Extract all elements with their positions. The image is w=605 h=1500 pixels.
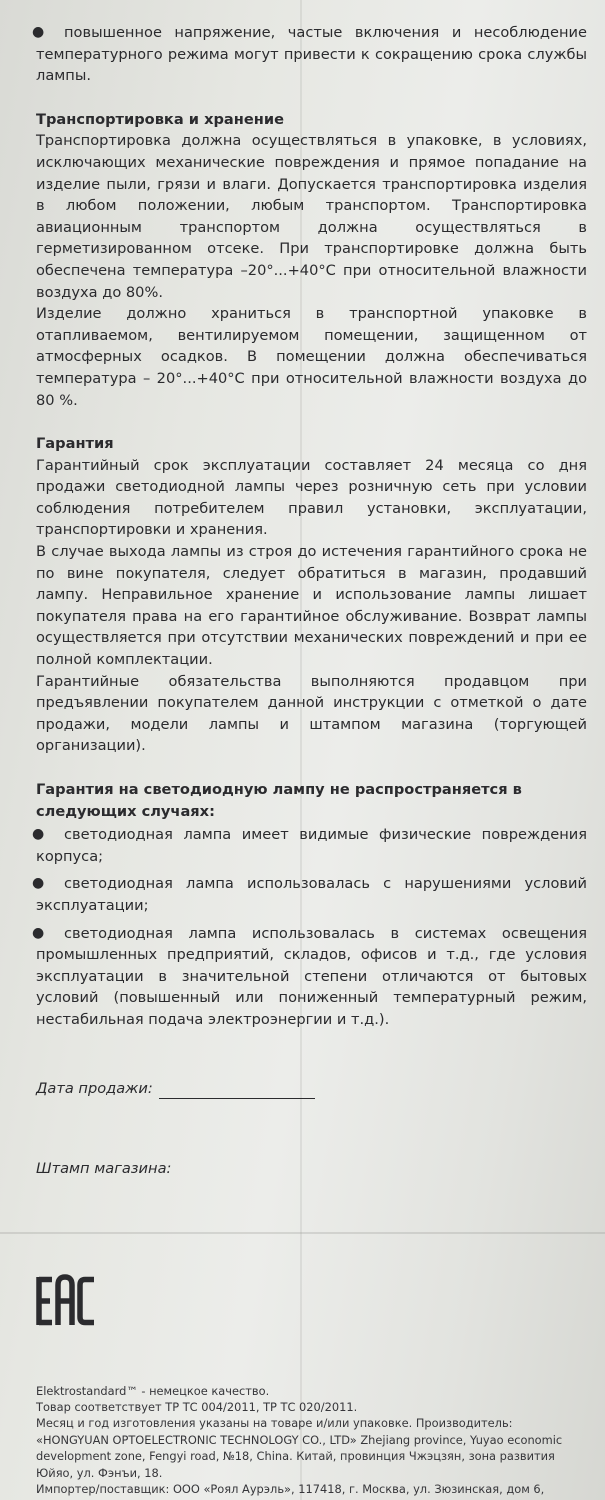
bullet-icon: ● [32, 24, 45, 40]
transport-section [36, 109, 587, 411]
warranty-paragraph-2: В случае выхода лампы из строя до истечения гарантийного срока не по вине покупателя, следует обратиться в магазин, продавший лампу. Неправильное хранение и использование лампы лишает покупателя права на его гарантийное обслуживание. Возврат лампы осуществляется при отсутствии механических повреждений и при ее полной комплектации. [36, 543, 587, 669]
manufacturer-line: Месяц и год изготовления указаны на товаре и/или упаковке. Производитель: «HONGYUAN OPTOELECTRONIC TECHNOLOGY CO., LTD» Zhejiang province, Yuyao economic development zone, Fengyi road, №18, China. Китай, провинция Чжэцзян, зона развития Юйяо, ул. Фэнъи, 18. [36, 1416, 563, 1480]
exclusions-heading: Гарантия на светодиодную лампу не распространяется в следующих случаях: [36, 781, 522, 820]
transport-paragraph-2: Изделие должно храниться в транспортной упаковке в отапливаемом, вентилируемом помещении, защищенном от атмосферных осадков. В помещении должна обеспечиваться температура – 20°...+40°C при относительной влажности воздуха до 80 %. [36, 305, 587, 409]
bullet-icon: ● [32, 924, 45, 941]
intro-bullet-text: повышенное напряжение, частые включения и несоблюдение температурного режима могут привести к сокращению срока службы лампы. [36, 24, 587, 85]
sale-date-label: Дата продажи: [36, 1079, 153, 1097]
stamp-field [36, 1159, 587, 1179]
exclusions-section [32, 779, 587, 1031]
brand-line: Elektrostandard™ - немецкое качество. [36, 1383, 270, 1398]
bullet-icon: ● [32, 826, 45, 843]
warranty-paragraph-3: Гарантийные обязательства выполняются продавцом при предъявлении покупателем данной инструкции с отметкой о дате продажи, модели лампы и штампом магазина (торгующей организации). [36, 672, 587, 755]
importer-line: Импортер/поставщик: ООО «Роял Аурэль», 117418, г. Москва, ул. Зюзинская, дом 6, [36, 1481, 545, 1496]
stamp-label: Штамп магазина: [36, 1159, 172, 1177]
certification-line: Товар соответствует ТР ТС 004/2011, ТР ТС 020/2011. [36, 1399, 358, 1414]
exclusion-item [32, 873, 587, 916]
transport-heading: Транспортировка и хранение [36, 110, 284, 128]
sale-date-line[interactable] [159, 1084, 315, 1099]
sale-date-field [36, 1079, 587, 1099]
warranty-paragraph-1: Гарантийный срок эксплуатации составляет 24 месяца со дня продажи светодиодной лампы через розничную сеть при условии соблюдения потребителем правил установки, эксплуатации, транспортировки и хранения. [36, 456, 587, 539]
warranty-section [36, 433, 587, 757]
transport-paragraph-1: Транспортировка должна осуществляться в упаковке, в условиях, исключающих механические повреждения и прямое попадание на изделие пыли, грязи и влаги. Допускается транспортировка изделия в любом положении, любым транспортом. Транспортировка авиационным транспортом должна осуществляться в герметизированном отсеке. При транспортировке должна быть обеспечена температура –20°...+40°C при относительной влажности воздуха до 80%. [36, 132, 587, 301]
bullet-icon: ● [32, 875, 45, 892]
intro-bullet-item [32, 22, 587, 87]
exclusion-item [32, 824, 587, 867]
manufacturer-info [36, 1383, 587, 1498]
exclusion-item-text: светодиодная лампа использовалась в системах освещения промышленных предприятий, складов, офисов и т.д., где условия эксплуатации в значительной степени отличаются от бытовых условий (повышенный или пониженный температурный режим, нестабильная подача электроэнергии и т.д.). [36, 924, 587, 1028]
warranty-heading: Гарантия [36, 435, 114, 453]
exclusion-item-text: светодиодная лампа использовалась с нарушениями условий эксплуатации; [36, 875, 587, 914]
exclusion-item [32, 923, 587, 1031]
exclusion-item-text: светодиодная лампа имеет видимые физические повреждения корпуса; [36, 826, 587, 865]
eac-mark-icon [36, 1271, 96, 1331]
